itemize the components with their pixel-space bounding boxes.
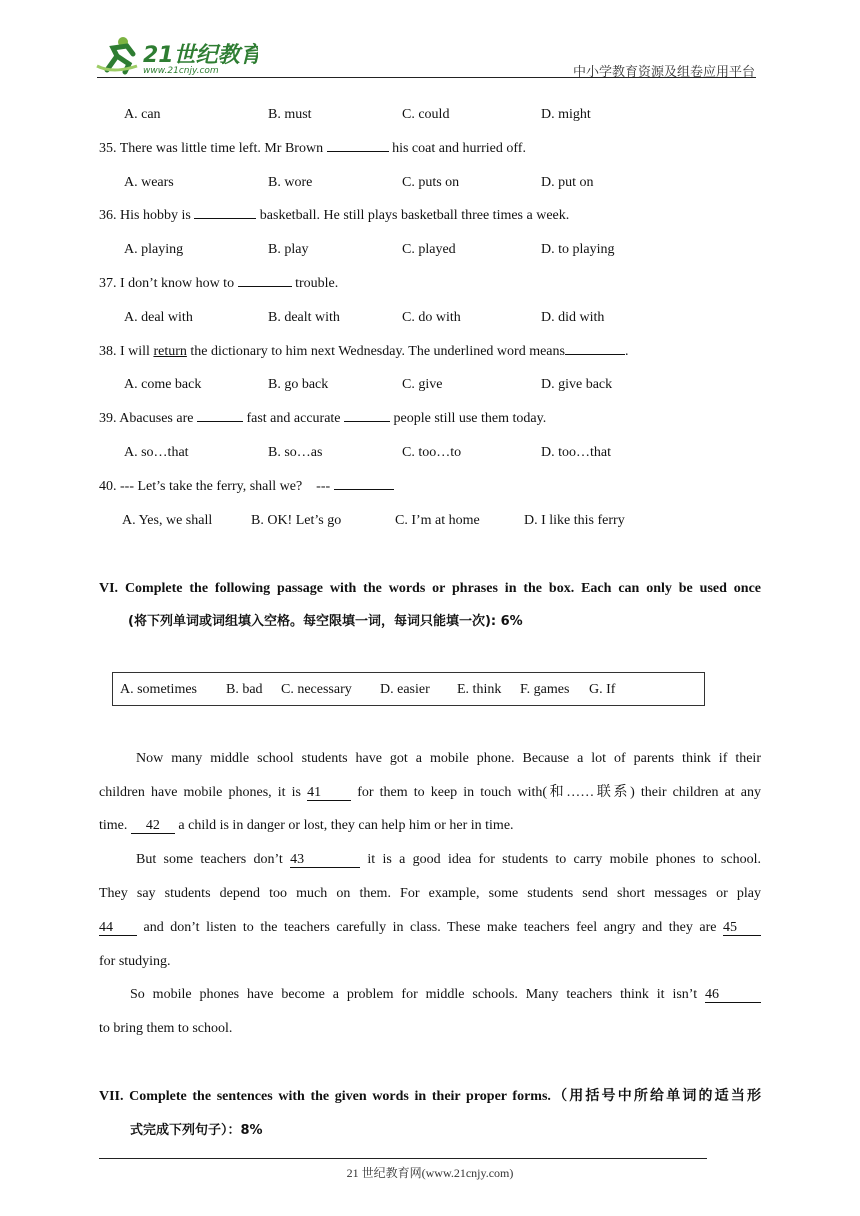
q37-option-a: A. deal with: [124, 310, 193, 325]
q38-option-d: D. give back: [541, 377, 613, 392]
blank-44: 44: [99, 920, 137, 936]
blank-43: 43: [290, 852, 360, 868]
footer-text: 21 世纪教育网(www.21cnjy.com): [346, 1166, 514, 1180]
section-6-subheading: (将下列单词或词组填入空格。每空限填一词，每词只能填一次): 6%: [128, 614, 523, 629]
platform-title: 中小学教育资源及组卷应用平台: [572, 65, 755, 80]
section-7-heading: VII. Complete the sentences with the given words in their proper forms.（用括号中所给单词的适当形: [99, 1089, 761, 1104]
passage-p2-line3: 44 and don’t listen to the teachers carefully in class. These make teachers feel angry and they are 45: [99, 919, 761, 937]
q34-option-b: B. must: [268, 107, 312, 122]
answer-blank: [194, 218, 256, 219]
answer-blank: [565, 354, 625, 355]
q40-option-d: D. I like this ferry: [524, 513, 625, 528]
answer-blank: [334, 489, 394, 490]
q39-option-a: A. so…that: [124, 445, 189, 460]
q37-option-c: C. do with: [402, 310, 461, 325]
header-divider: [97, 77, 756, 78]
q35-option-b: B. wore: [268, 175, 313, 190]
question-36: 36. His hobby is basketball. He still plays basketball three times a week.: [99, 208, 570, 223]
answer-blank: [197, 421, 243, 422]
word-option: B. bad: [226, 682, 263, 697]
question-39: 39. Abacuses are fast and accurate people still use them today.: [99, 411, 547, 426]
q40-option-b: B. OK! Let’s go: [251, 513, 342, 528]
passage-p2-line1: But some teachers don’t 43 it is a good idea for students to carry mobile phones to school.: [136, 852, 761, 867]
q36-option-d: D. to playing: [541, 242, 615, 257]
q36-option-a: A. playing: [124, 242, 184, 257]
word-option: E. think: [457, 682, 502, 697]
word-option: F. games: [520, 682, 570, 697]
section-6-heading: VI. Complete the following passage with the words or phrases in the box. Each can only be used once: [99, 581, 761, 596]
passage-p3-line2: to bring them to school.: [99, 1021, 233, 1036]
word-option: A. sometimes: [120, 682, 197, 697]
q40-option-c: C. I’m at home: [395, 513, 480, 528]
q35-option-d: D. put on: [541, 175, 594, 190]
q38-option-a: A. come back: [124, 377, 202, 392]
passage-p2-line2: They say students depend too much on them. For example, some students send short messages or play: [99, 886, 761, 901]
word-option: G. If: [589, 682, 616, 697]
q37-option-d: D. did with: [541, 310, 605, 325]
footer-divider: [99, 1158, 707, 1159]
q36-option-b: B. play: [268, 242, 309, 257]
passage-p3-line1: So mobile phones have become a problem for middle schools. Many teachers think it isn’t 46: [130, 986, 761, 1004]
word-box: [112, 672, 705, 706]
q37-option-b: B. dealt with: [268, 310, 340, 325]
word-option: D. easier: [380, 682, 430, 697]
question-40: 40. --- Let’s take the ferry, shall we? ---: [99, 478, 394, 496]
question-38: 38. I will return the dictionary to him next Wednesday. The underlined word means .: [99, 344, 629, 359]
answer-blank: [344, 421, 390, 422]
word-option: C. necessary: [281, 682, 352, 697]
blank-42: 42: [131, 818, 175, 834]
logo: [93, 36, 258, 76]
answer-blank: [238, 286, 292, 287]
answer-blank: [327, 151, 389, 152]
q36-option-c: C. played: [402, 242, 456, 257]
blank-41: 41: [307, 785, 351, 801]
q38-option-c: C. give: [402, 377, 443, 392]
underlined-word: return: [153, 344, 187, 359]
q39-option-c: C. too…to: [402, 445, 462, 460]
q40-option-a: A. Yes, we shall: [122, 513, 213, 528]
q39-option-d: D. too…that: [541, 445, 611, 460]
question-35: 35. There was little time left. Mr Brown his coat and hurried off.: [99, 141, 526, 156]
blank-46: 46: [705, 987, 761, 1003]
q35-option-a: A. wears: [124, 175, 174, 190]
q34-option-a: A. can: [124, 107, 161, 122]
q38-option-b: B. go back: [268, 377, 329, 392]
q34-option-c: C. could: [402, 107, 450, 122]
question-37: 37. I don’t know how to trouble.: [99, 276, 339, 291]
q35-option-c: C. puts on: [402, 175, 460, 190]
section-7-subheading: 式完成下列句子）：8%: [130, 1123, 263, 1138]
svg-text:21世纪教育: 21世纪教育: [143, 43, 258, 68]
passage-p1-line1: Now many middle school students have got a mobile phone. Because a lot of parents think if their: [136, 751, 761, 766]
svg-text:www.21cnjy.com: www.21cnjy.com: [143, 66, 219, 76]
passage-p1-line3: time. 42 a child is in danger or lost, they can help him or her in time.: [99, 818, 514, 833]
passage-p1-line2: children have mobile phones, it is 41 for them to keep in touch with(和……联系) their children at any: [99, 785, 761, 800]
runner-logo-icon: [93, 36, 258, 76]
blank-45: 45: [723, 920, 761, 936]
passage-p2-line4: for studying.: [99, 954, 171, 969]
q34-option-d: D. might: [541, 107, 591, 122]
q39-option-b: B. so…as: [268, 445, 323, 460]
